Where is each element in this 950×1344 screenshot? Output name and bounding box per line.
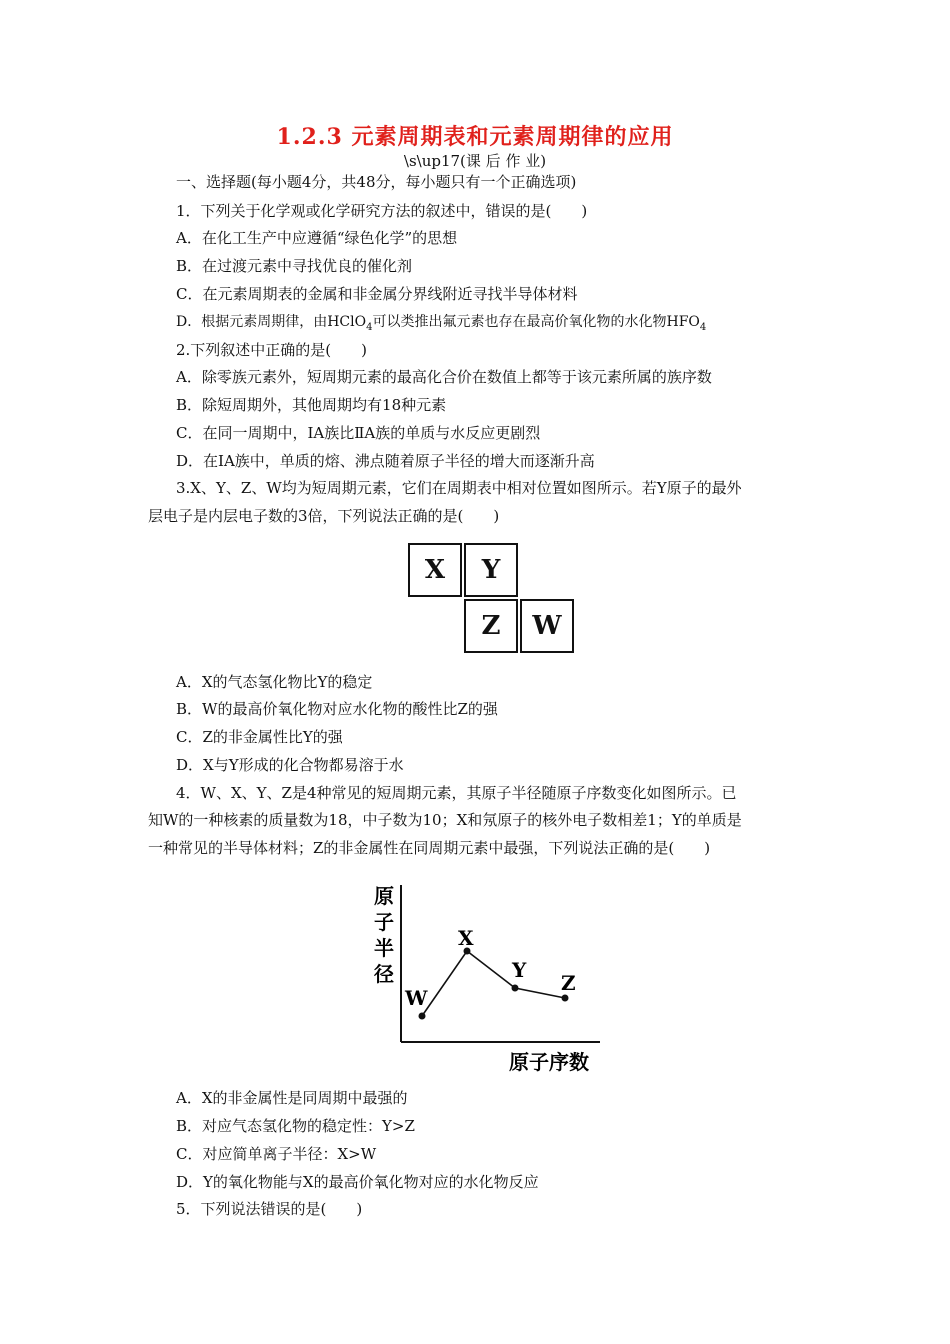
q3-stem-line1: 3.X、Y、Z、W均为短周期元素，它们在周期表中相对位置如图所示。若Y原子的最外 [176,479,742,497]
chart-label-w: W [405,986,428,1010]
q1-option-b: B．在过渡元素中寻找优良的催化剂 [176,257,413,275]
q1-option-d-part2: 可以类推出氟元素也存在最高价氧化物的水化物HFO [372,314,700,330]
q2-option-a: A．除零族元素外，短周期元素的最高化合价在数值上都等于该元素所属的族序数 [176,368,712,386]
chart-series-line [422,951,565,1016]
chart-label-y: Y [512,958,527,982]
q2-stem: 2.下列叙述中正确的是( ) [176,341,368,359]
chart-point-y [512,985,519,992]
page-subtitle: \s\up17(课 后 作 业) [403,152,547,170]
chart-ylabel-char-2: 子 [374,910,394,934]
chart-xlabel: 原子序数 [509,1050,589,1074]
chart-label-z: Z [561,971,576,995]
q4-option-d: D．Y的氧化物能与X的最高价氧化物对应的水化物反应 [176,1173,539,1191]
chart-point-w [419,1013,426,1020]
q1-option-d-subscript: 4 [366,321,373,333]
q4-option-b: B．对应气态氢化物的稳定性：Y>Z [176,1117,415,1135]
q1-option-d-part1: D．根据元素周期律，由HClO [176,314,367,330]
q3-stem-line2: 层电子是内层电子数的3倍，下列说法正确的是( ) [148,507,500,525]
q4-option-c: C．对应简单离子半径：X>W [176,1145,377,1163]
cell-w: W [520,599,574,653]
atomic-radius-chart [368,875,618,1075]
q5-stem: 5．下列说法错误的是( ) [176,1200,363,1218]
cell-z: Z [464,599,518,653]
q2-option-b: B．除短周期外，其他周期均有18种元素 [176,396,447,414]
q2-option-d: D．在ⅠA族中，单质的熔、沸点随着原子半径的增大而逐渐升高 [176,452,595,470]
chart-label-x: X [458,926,474,950]
q1-option-d-subscript-2: 4 [699,321,707,333]
chart-ylabel-char-4: 径 [374,962,394,986]
q4-stem-line2: 知W的一种核素的质量数为18，中子数为10；X和氖原子的核外电子数相差1；Y的单质是 [148,811,742,829]
q1-option-d [176,312,706,338]
page-title: 1.2.3 元素周期表和元素周期律的应用 [276,124,674,150]
periodic-position-figure [408,543,578,656]
q1-option-c: C．在元素周期表的金属和非金属分界线附近寻找半导体材料 [176,285,578,303]
chart-ylabel-char-1: 原 [374,884,394,908]
cell-y: Y [464,543,518,597]
q1-option-a: A．在化工生产中应遵循“绿色化学”的思想 [176,229,458,247]
cell-x: X [408,543,462,597]
q3-option-c: C．Z的非金属性比Y的强 [176,728,343,746]
q4-option-a: A．X的非金属性是同周期中最强的 [176,1089,408,1107]
chart-point-z [562,995,569,1002]
q4-stem-line1: 4．W、X、Y、Z是4种常见的短周期元素，其原子半径随原子序数变化如图所示。已 [176,784,737,802]
q3-option-b: B．W的最高价氧化物对应水化物的酸性比Z的强 [176,700,498,718]
q3-option-d: D．X与Y形成的化合物都易溶于水 [176,756,404,774]
q1-stem: 1．下列关于化学观或化学研究方法的叙述中，错误的是( ) [176,202,588,220]
section-heading: 一、选择题(每小题4分，共48分，每小题只有一个正确选项) [176,173,577,191]
q4-stem-line3: 一种常见的半导体材料；Z的非金属性在同周期元素中最强，下列说法正确的是( ) [148,839,711,857]
q2-option-c: C．在同一周期中，ⅠA族比ⅡA族的单质与水反应更剧烈 [176,424,541,442]
chart-ylabel-char-3: 半 [374,936,394,960]
q3-option-a: A．X的气态氢化物比Y的稳定 [176,673,373,691]
